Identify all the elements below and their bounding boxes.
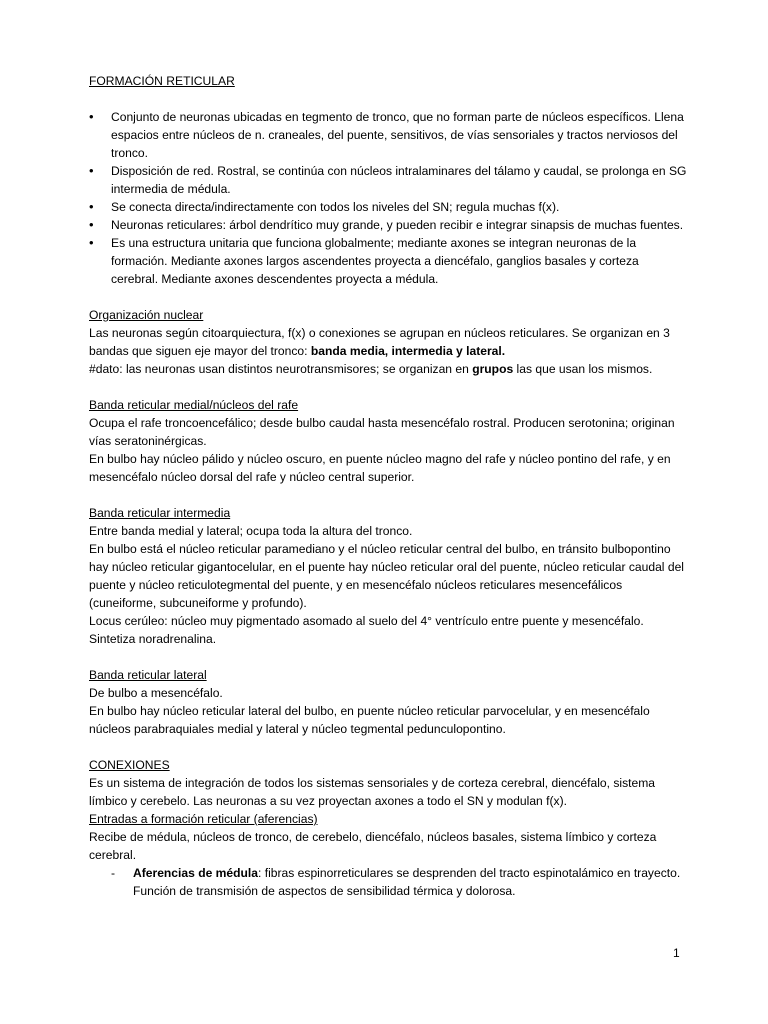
paragraph-text: las que usan los mismos. <box>513 362 653 376</box>
document-title: FORMACIÓN RETICULAR <box>89 74 235 88</box>
paragraph: En bulbo hay núcleo pálido y núcleo oscuro, en puente núcleo magno del rafe y núcleo pontino del rafe, y en mesencéfalo núcleo dorsal del rafe y núcleo central superior. <box>89 452 671 484</box>
section-heading-lateral: Banda reticular lateral <box>89 668 207 682</box>
paragraph <box>89 324 689 360</box>
paragraph: En bulbo está el núcleo reticular paramediano y el núcleo reticular central del bulbo, en tránsito bulbopontino hay núcleo reticular gigantocelular, en el puente hay núcleo reticular oral del puente, núcleo reticular caudal del puente y núcleo reticulotegmental del puente, y en mesencéfalo núcleos reticulares mesencefálicos (cuneiforme, subcuneiforme y profundo). <box>89 542 684 610</box>
paragraph-text: #dato: las neuronas usan distintos neurotransmisores; se organizan en <box>89 362 473 376</box>
list-item: • Conjunto de neuronas ubicadas en tegmento de tronco, que no forman parte de núcleos específicos. Llena espacios entre núcleos de n. craneales, del puente, sensitivos, de vías sensoriales y tractos nerviosos del tronco. <box>89 108 689 162</box>
dash-list <box>89 864 689 900</box>
intro-bullet-list <box>89 108 689 288</box>
paragraph: En bulbo hay núcleo reticular lateral del bulbo, en puente núcleo reticular parvocelular, y en mesencéfalo núcleos parabraquiales medial y lateral y núcleo tegmental pedunculopontino. <box>89 704 650 736</box>
document-body <box>89 72 689 900</box>
list-item: • Se conecta directa/indirectamente con todos los niveles del SN; regula muchas f(x). <box>89 198 689 216</box>
paragraph: Recibe de médula, núcleos de tronco, de cerebelo, diencéfalo, núcleos basales, sistema límbico y corteza cerebral. <box>89 830 657 862</box>
paragraph: Es un sistema de integración de todos los sistemas sensoriales y de corteza cerebral, diencéfalo, sistema límbico y cerebelo. Las neuronas a su vez proyectan axones a todo el SN y modulan f(x). <box>89 776 656 808</box>
list-item: • Disposición de red. Rostral, se continúa con núcleos intralaminares del tálamo y caudal, se prolonga en SG intermedia de médula. <box>89 162 689 198</box>
section-heading-intermedia: Banda reticular intermedia <box>89 506 231 520</box>
paragraph <box>89 360 689 378</box>
list-item <box>111 864 689 900</box>
bold-text: Aferencias de médula <box>133 866 259 880</box>
paragraph-text: Las neuronas según citoarquiectura, f(x) o conexiones se agrupan en núcleos reticulares. Se organizan en 3 bandas que siguen eje mayor del tronco: <box>89 326 670 358</box>
list-item: • Neuronas reticulares: árbol dendrítico muy grande, y pueden recibir e integrar sinapsis de muchas fuentes. <box>89 216 689 234</box>
bold-text: banda media, intermedia y lateral. <box>310 344 506 358</box>
section-heading-medial: Banda reticular medial/núcleos del rafe <box>89 398 299 412</box>
paragraph: Locus cerúleo: núcleo muy pigmentado asomado al suelo del 4° ventrículo entre puente y mesencéfalo. Sintetiza noradrenalina. <box>89 614 644 646</box>
section-heading-organizacion: Organización nuclear <box>89 308 204 322</box>
paragraph: De bulbo a mesencéfalo. <box>89 686 223 700</box>
list-item: • Es una estructura unitaria que funciona globalmente; mediante axones se integran neuronas de la formación. Mediante axones largos ascendentes proyecta a diencéfalo, ganglios basales y corteza cerebral. Mediante axones descendentes proyecta a médula. <box>89 234 689 288</box>
section-heading-conexiones: CONEXIONES <box>89 758 170 772</box>
page-number: 1 <box>673 946 680 960</box>
paragraph: Entre banda medial y lateral; ocupa toda la altura del tronco. <box>89 524 413 538</box>
subsection-heading-aferencias: Entradas a formación reticular (aferencias) <box>89 812 318 826</box>
paragraph: Ocupa el rafe troncoencefálico; desde bulbo caudal hasta mesencéfalo rostral. Producen serotonina; originan vías seratoninérgicas. <box>89 416 675 448</box>
paragraph-text: : fibras espinorreticulares se desprenden del tracto espinotalámico en trayecto. Función de transmisión de aspectos de sensibilidad térmica y dolorosa. <box>133 866 681 898</box>
bold-text: grupos <box>472 362 514 376</box>
